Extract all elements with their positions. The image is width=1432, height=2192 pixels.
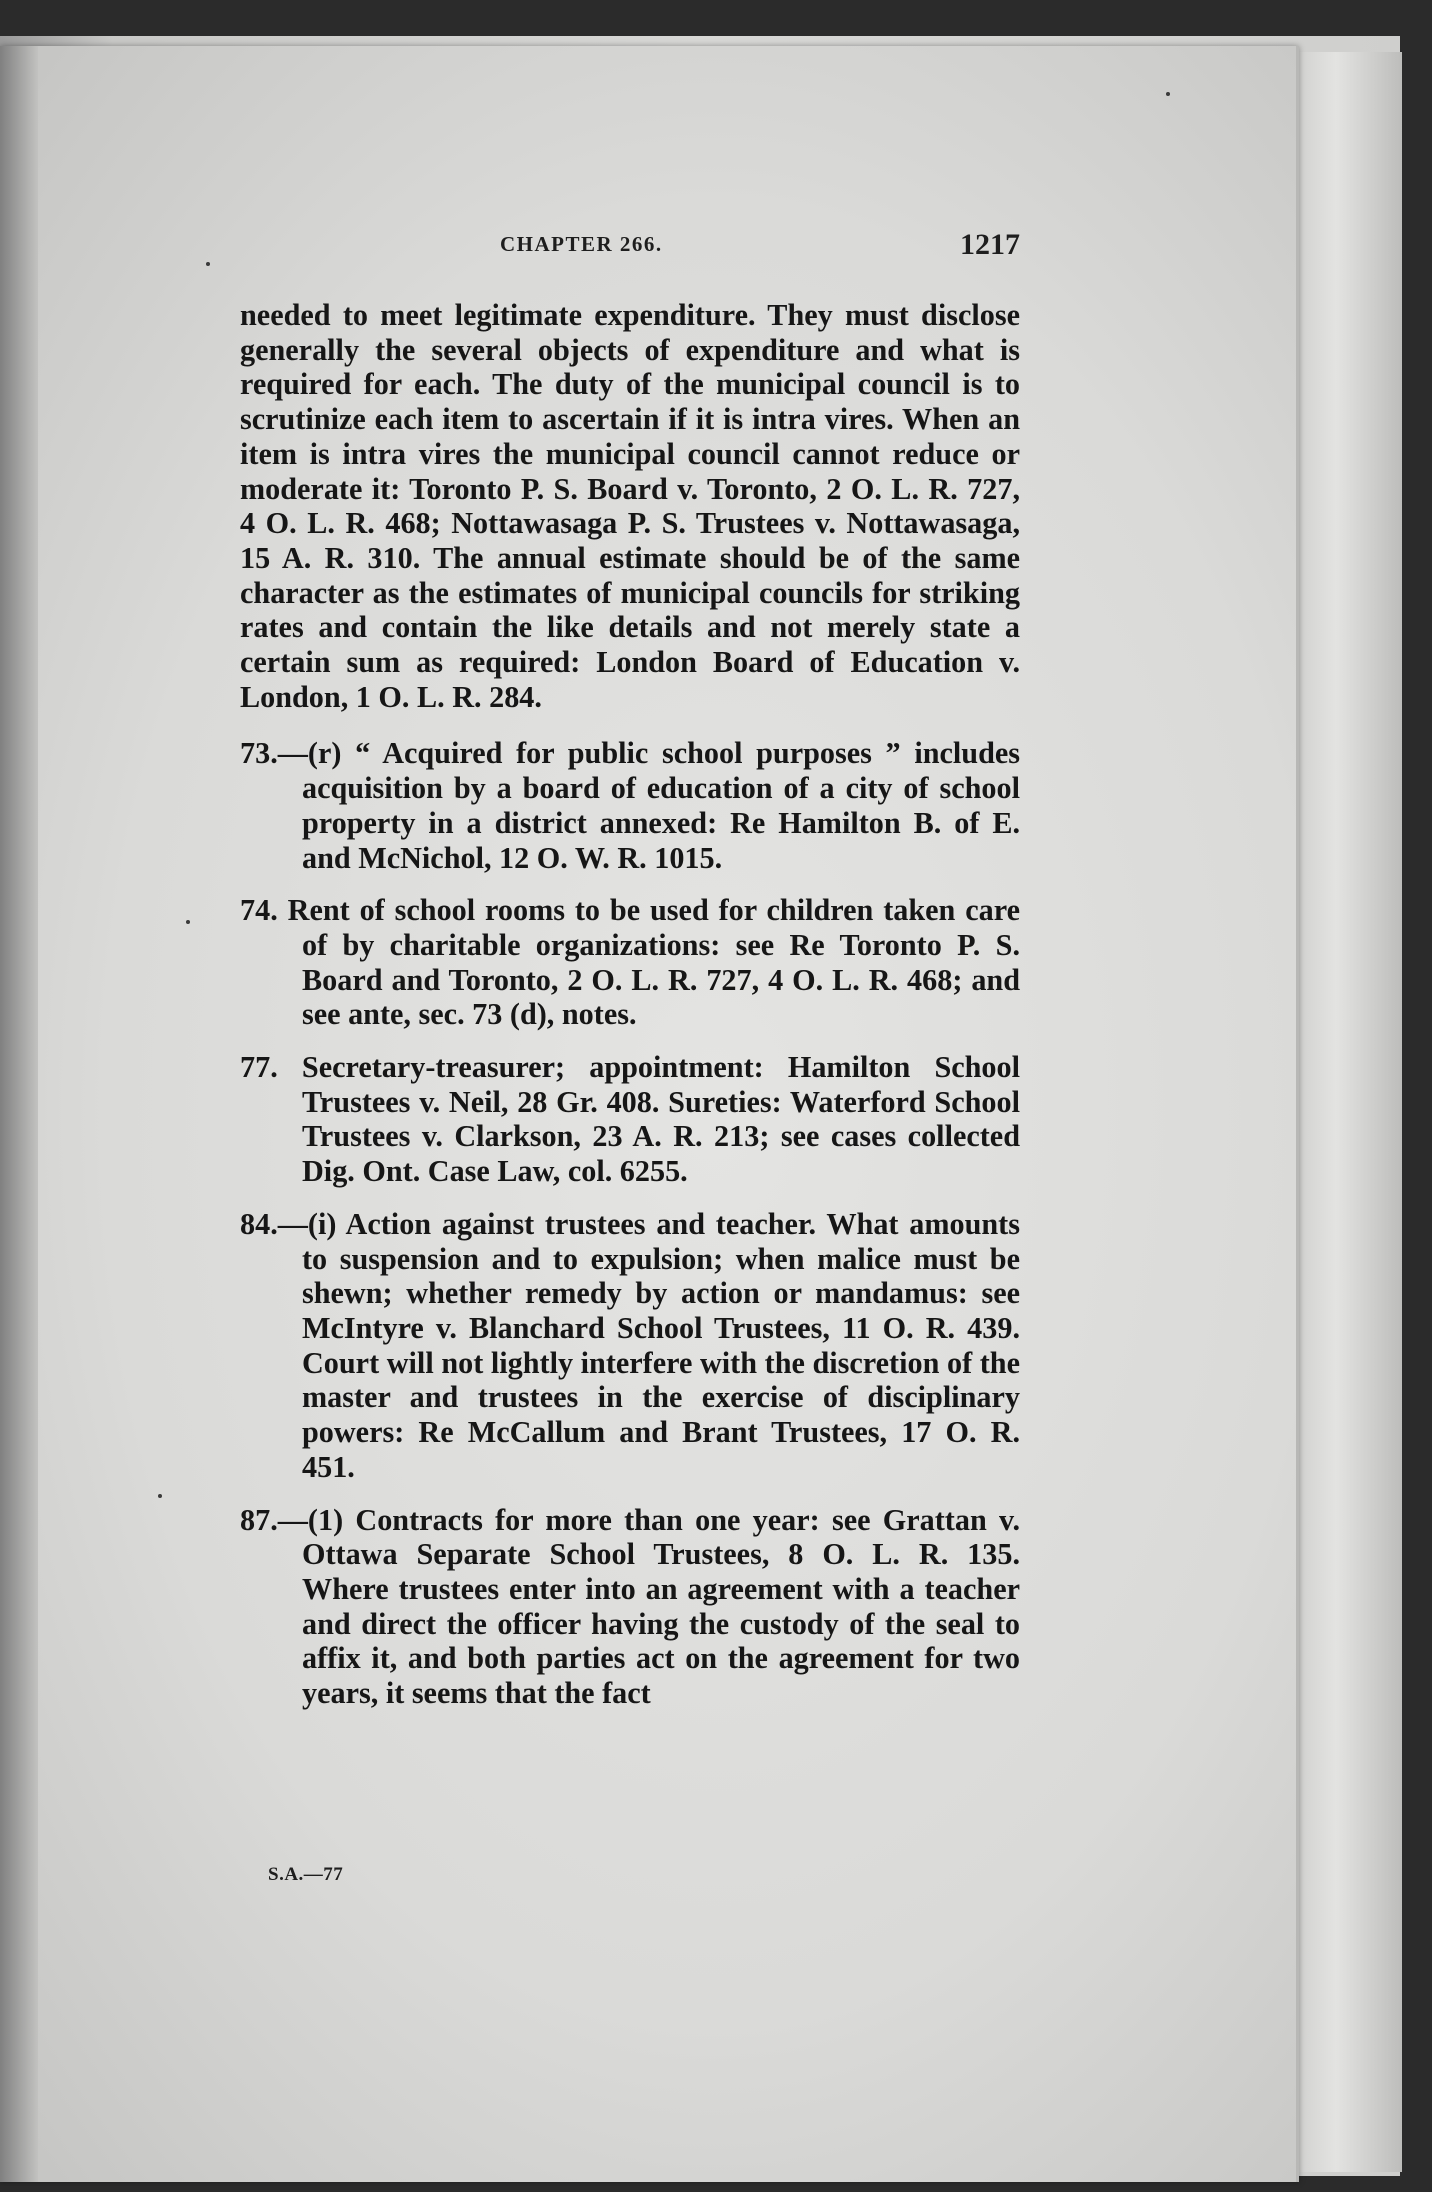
dust-speck	[206, 262, 210, 266]
section-number: 74.	[240, 893, 278, 928]
section-text: —(i) Action against trustees and teacher. What amounts to suspension and to expulsion; when malice must be shewn; whether remedy by action or mandamus: see McIntyre v. Blanchard School Trustees, 11 O. R. 439. Court will not lightly interfere with the discretion of the master and trustees in the exercise of disciplinary powers: Re McCallum and Brant Trustees, 17 O. R. 451.	[277, 1206, 1020, 1484]
section-number: 84.	[240, 1206, 278, 1241]
section-number: 77.	[240, 1050, 278, 1085]
section-note-77	[240, 1050, 1020, 1189]
section-note-87	[240, 1503, 1020, 1711]
page-number: 1217	[960, 228, 1020, 261]
section-note-74	[240, 893, 1020, 1032]
chapter-label: CHAPTER 266.	[500, 232, 663, 256]
section-text: Rent of school rooms to be used for children taken care of by charitable organizations: see Re Toronto P. S. Board and Toronto, 2 O. L. R. 727, 4 O. L. R. 468; and see ante, sec. 73 (d), notes.	[287, 893, 1020, 1032]
section-note-84	[240, 1207, 1020, 1485]
section-note-73	[240, 736, 1020, 875]
continued-paragraph: needed to meet legitimate expenditure. They must disclose generally the several objects of expenditure and what is required for each. The duty of the municipal council is to scrutinize each item to ascertain if it is intra vires. When an item is intra vires the municipal council cannot reduce or moderate it: Toronto P. S. Board v. Toronto, 2 O. L. R. 727, 4 O. L. R. 468; Nottawasaga P. S. Trustees v. Nottawasaga, 15 A. R. 310. The annual estimate should be of the same character as the estimates of municipal councils for striking rates and contain the like details and not merely state a certain sum as required: London Board of Education v. London, 1 O. L. R. 284.	[240, 298, 1020, 714]
section-text: —(r) “ Acquired for public school purposes ” includes acquisition by a board of education of a city of school property in a district annexed: Re Hamilton B. of E. and McNichol, 12 O. W. R. 1015.	[277, 736, 1020, 875]
signature-mark: S.A.—77	[268, 1864, 344, 1885]
running-head	[500, 228, 1020, 268]
page-body	[240, 298, 1020, 1729]
back-page-edge	[1290, 52, 1402, 2172]
binding-edge	[0, 46, 38, 2182]
section-text: Secretary-treasurer; appointment: Hamilton School Trustees v. Neil, 28 Gr. 408. Sureties: Waterford School Trustees v. Clarkson, 23 A. R. 213; see cases collected Dig. Ont. Case Law, col. 6255.	[301, 1050, 1020, 1189]
section-text: —(1) Contracts for more than one year: see Grattan v. Ottawa Separate School Trustees, 8 O. L. R. 135. Where trustees enter into an agreement with a teacher and direct the officer having the custody of the seal to affix it, and both parties act on the agreement for two years, it seems that the fact	[277, 1502, 1020, 1711]
section-number: 87.	[240, 1502, 278, 1537]
dust-speck	[1166, 92, 1170, 96]
section-number: 73.	[240, 736, 278, 771]
dust-speck	[158, 1494, 162, 1498]
dust-speck	[186, 920, 190, 924]
